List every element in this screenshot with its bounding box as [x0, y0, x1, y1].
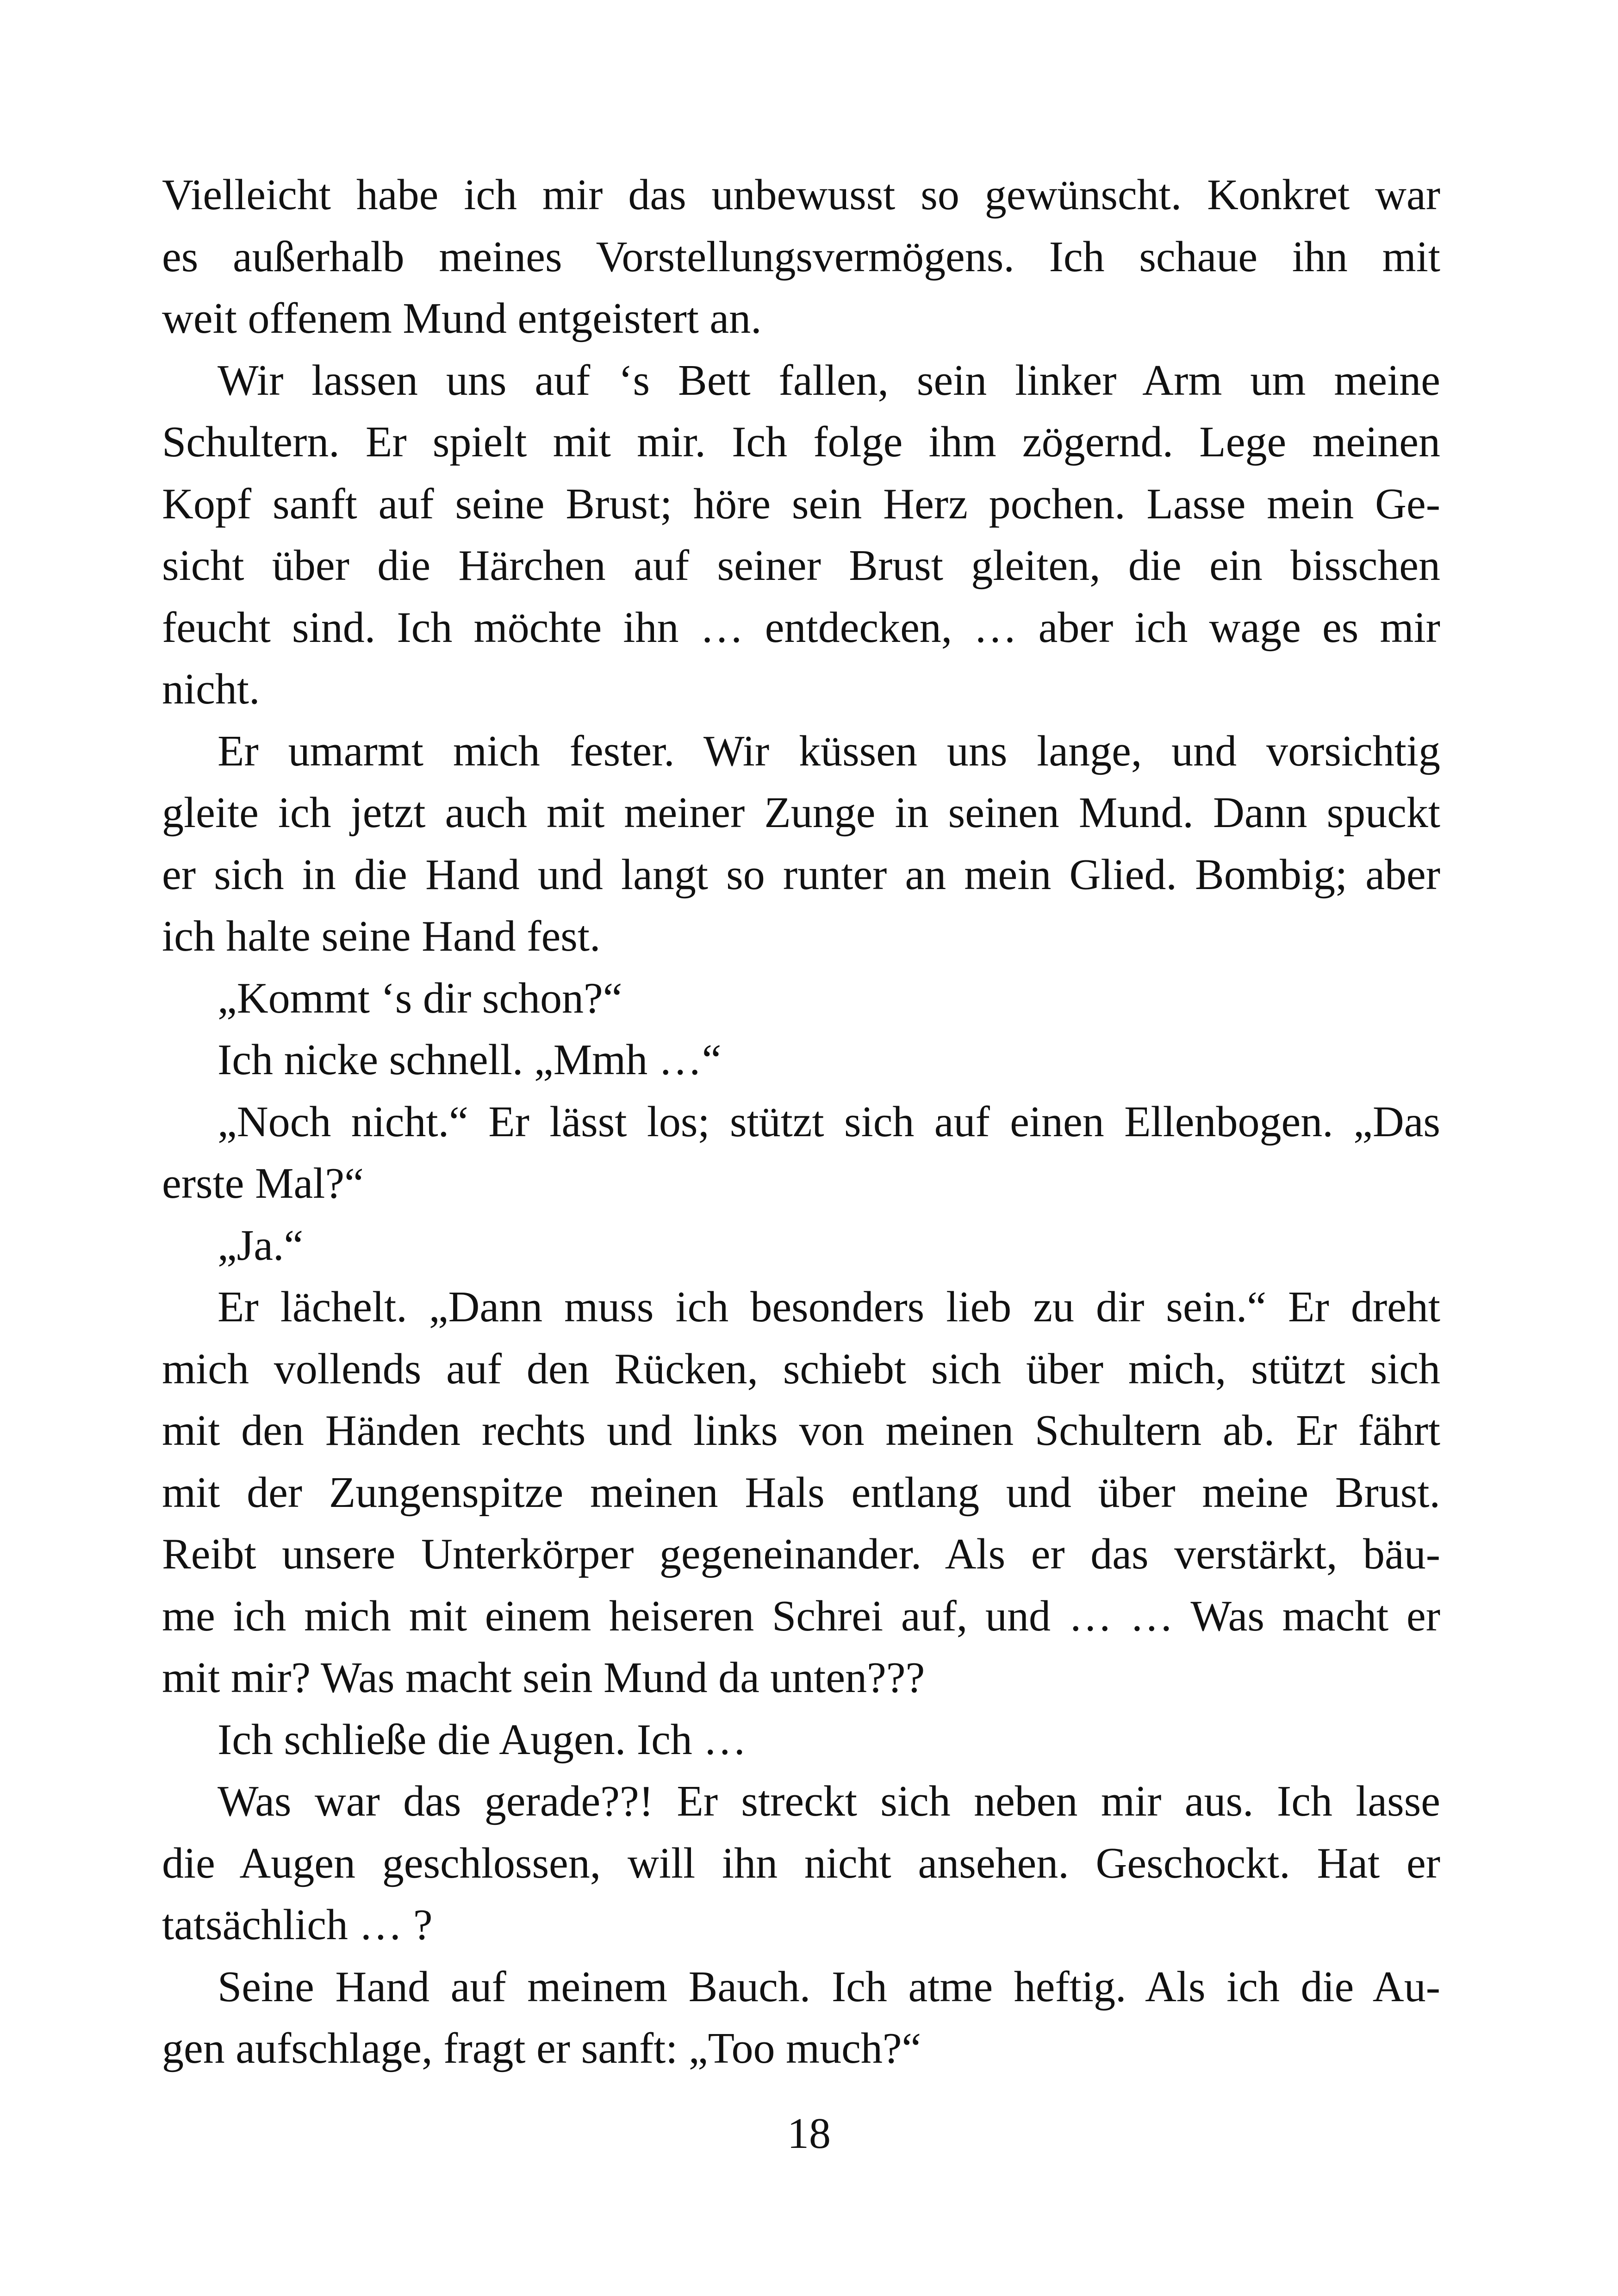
text-line: mit mir? Was macht sein Mund da unten???: [162, 1654, 925, 1702]
text-line: mit den Händen rechts und links von meinen Schultern ab. Er fährt: [162, 1406, 1440, 1455]
text-line: Vielleicht habe ich mir das unbewusst so gewünscht. Konkret war: [162, 171, 1440, 219]
text-line: „Ja.“: [218, 1221, 304, 1269]
text-line: nicht.: [162, 665, 260, 713]
text-line: Wir lassen uns auf ‘s Bett fallen, sein linker Arm um meine: [218, 356, 1440, 404]
text-line: Ich nicke schnell. „Mmh …“: [218, 1036, 722, 1084]
text-line: sicht über die Härchen auf seiner Brust gleiten, die ein bisschen: [162, 541, 1440, 590]
text-line: tatsächlich … ?: [162, 1901, 433, 1949]
text-line: es außerhalb meines Vorstellungsvermögens. Ich schaue ihn mit: [162, 232, 1440, 281]
text-line: gleite ich jetzt auch mit meiner Zunge in seinen Mund. Dann spuckt: [162, 789, 1440, 837]
text-line: weit offenem Mund entgeistert an.: [162, 294, 762, 342]
text-line: Was war das gerade??! Er streckt sich neben mir aus. Ich lasse: [218, 1777, 1440, 1825]
page-number: 18: [787, 2109, 831, 2158]
text-line: Kopf sanft auf seine Brust; höre sein Herz pochen. Lasse mein Ge-: [162, 479, 1440, 528]
text-line: mit der Zungenspitze meinen Hals entlang und über meine Brust.: [162, 1468, 1440, 1517]
text-line: er sich in die Hand und langt so runter an mein Glied. Bombig; aber: [162, 850, 1440, 899]
text-line: „Noch nicht.“ Er lässt los; stützt sich auf einen Ellenbogen. „Das: [218, 1097, 1440, 1146]
text-line: me ich mich mit einem heiseren Schrei auf, und … … Was macht er: [162, 1592, 1440, 1640]
text-line: Ich schließe die Augen. Ich …: [218, 1715, 747, 1764]
text-line: ich halte seine Hand fest.: [162, 912, 601, 960]
text-line: Er umarmt mich fester. Wir küssen uns lange, und vorsichtig: [218, 727, 1440, 775]
text-line: „Kommt ‘s dir schon?“: [218, 974, 622, 1022]
text-line: mich vollends auf den Rücken, schiebt sich über mich, stützt sich: [162, 1344, 1440, 1393]
text-line: Schultern. Er spielt mit mir. Ich folge ihm zögernd. Lege meinen: [162, 418, 1440, 466]
body-text: [162, 164, 1440, 2080]
text-line: die Augen geschlossen, will ihn nicht ansehen. Geschockt. Hat er: [162, 1839, 1440, 1887]
text-line: Er lächelt. „Dann muss ich besonders lieb zu dir sein.“ Er dreht: [218, 1283, 1440, 1331]
text-line: gen aufschlage, fragt er sanft: „Too much?“: [162, 2024, 921, 2072]
text-line: Reibt unsere Unterkörper gegeneinander. Als er das verstärkt, bäu-: [162, 1530, 1440, 1578]
text-line: feucht sind. Ich möchte ihn … entdecken, … aber ich wage es mir: [162, 603, 1440, 652]
text-line: erste Mal?“: [162, 1159, 364, 1207]
text-line: Seine Hand auf meinem Bauch. Ich atme heftig. Als ich die Au-: [218, 1962, 1440, 2011]
